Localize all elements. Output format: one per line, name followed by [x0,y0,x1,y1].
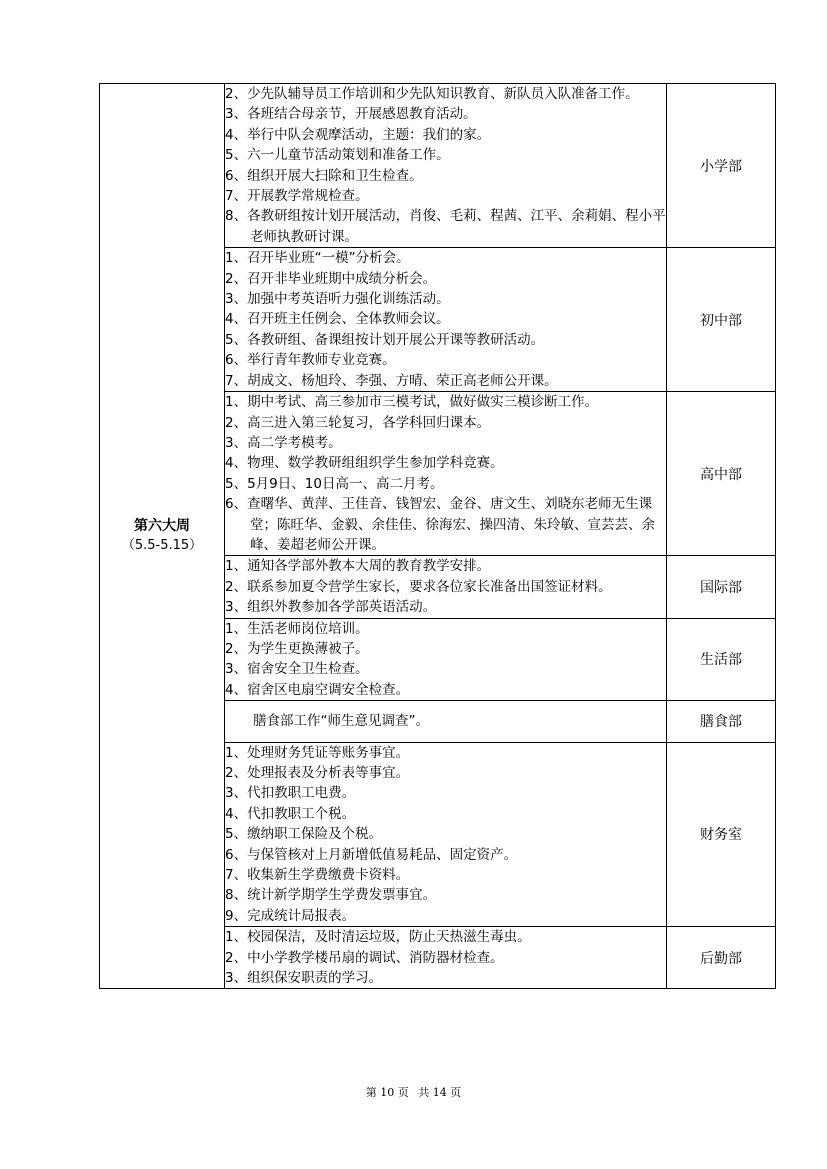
list-item: 5、六一儿童节活动策划和准备工作。 [225,147,450,164]
dept-label-junior: 初中部 [667,248,776,392]
list-item: 5、5月9日、10日高一、高二月考。 [225,475,444,492]
content-cell-living [225,618,667,701]
dept-label-finance: 财务室 [667,742,776,927]
list-item: 2、中小学教学楼吊扇的调试、消防器材检查。 [225,949,504,966]
dept-label-living: 生活部 [667,618,776,701]
list-item: 1、召开毕业班“一模”分析会。 [225,250,410,267]
list-item: 2、召开非毕业班期中成绩分析会。 [225,270,437,287]
content-cell-international [225,556,667,618]
list-item: 3、高二学考模考。 [225,434,342,451]
dept-label-primary: 小学部 [667,84,776,248]
list-item: 7、开展教学常规检查。 [225,188,369,205]
list-item: 2、处理报表及分析表等事宜。 [225,765,410,781]
list-item: 4、召开班主任例会、全体教师会议。 [225,311,450,328]
list-item: 3、组织外教参加各学部英语活动。 [225,599,437,616]
list-item: 2、少先队辅导员工作培训和少先队知识教育、新队员入队准备工作。 [225,86,639,102]
list-item: 5、缴纳职工保险及个税。 [225,826,383,843]
list-item: 1、通知各学部外教本大周的教育教学安排。 [225,558,491,575]
dept-label-international: 国际部 [667,556,776,618]
list-item: 2、联系参加夏令营学生家长，要求各位家长准备出国签证材料。 [225,578,612,595]
table-row [100,84,776,248]
page-footer [0,1084,827,1100]
content-cell-logistics [225,927,667,989]
list-item: 3、宿舍安全卫生检查。 [225,661,369,678]
content-cell-primary [225,84,667,248]
dept-label-dining: 膳食部 [667,701,776,742]
list-item: 7、收集新生学费缴费卡资料。 [225,867,410,884]
list-item: 2、为学生更换薄被子。 [225,640,369,657]
week-title: 第六大周 [134,518,190,535]
list-item: 5、各教研组、备课组按计划开展公开课等教研活动。 [225,331,545,348]
page-total: 共 14 页 [418,1086,462,1099]
schedule-table [99,83,776,989]
list-item: 3、加强中考英语听力强化训练活动。 [225,291,450,308]
content-cell-junior [225,248,667,392]
week-cell [100,84,225,989]
list-item: 膳食部工作“师生意见调查”。 [253,713,429,730]
list-item: 8、各教研组按计划开展活动，肖俊、毛莉、程茜、江平、余莉娟、程小平老师执教研讨课。 [225,208,666,245]
list-item: 6、与保管核对上月新增低值易耗品、固定资产。 [225,846,518,863]
list-item: 1、处理财务凭证等账务事宜。 [225,744,410,761]
list-item: 3、各班结合母亲节，开展感恩教育活动。 [225,106,477,123]
list-item: 1、校园保洁，及时清运垃圾，防止天热滋生毒虫。 [225,929,531,946]
list-item: 2、高三进入第三轮复习，各学科回归课本。 [225,414,491,431]
list-item: 6、查曙华、黄萍、王佳音、钱智宏、金谷、唐文生、刘晓东老师无生课堂；陈旺华、金毅、余佳佳、徐海宏、操四清、朱玲敏、宣芸芸、余峰、姜超老师公开课。 [225,496,655,553]
dept-label-logistics: 后勤部 [667,927,776,989]
list-item: 1、生活老师岗位培训。 [225,620,369,637]
dept-label-senior: 高中部 [667,392,776,556]
list-item: 8、统计新学期学生学费发票事宜。 [225,887,437,904]
list-item: 4、代扣教职工个税。 [225,805,356,822]
list-item: 7、胡成文、杨旭玲、李强、方晴、荣正高老师公开课。 [225,372,558,389]
page-number: 第 10 页 [365,1086,409,1099]
list-item: 3、代扣教职工电费。 [225,785,356,802]
content-cell-finance [225,742,667,927]
list-item: 4、宿舍区电扇空调安全检查。 [225,681,410,698]
list-item: 3、组织保安职责的学习。 [225,970,383,987]
list-item: 6、组织开展大扫除和卫生检查。 [225,167,423,184]
content-cell-senior [225,392,667,556]
list-item: 1、期中考试、高三参加市三模考试，做好做实三模诊断工作。 [225,394,599,411]
content-cell-dining [225,701,667,742]
list-item: 6、举行青年教师专业竞赛。 [225,352,396,369]
list-item: 4、举行中队会观摩活动，主题：我们的家。 [225,126,491,143]
week-date-range: （5.5-5.15） [121,538,203,554]
list-item: 9、完成统计局报表。 [225,907,356,924]
list-item: 4、物理、数学教研组组织学生参加学科竞赛。 [225,455,504,472]
